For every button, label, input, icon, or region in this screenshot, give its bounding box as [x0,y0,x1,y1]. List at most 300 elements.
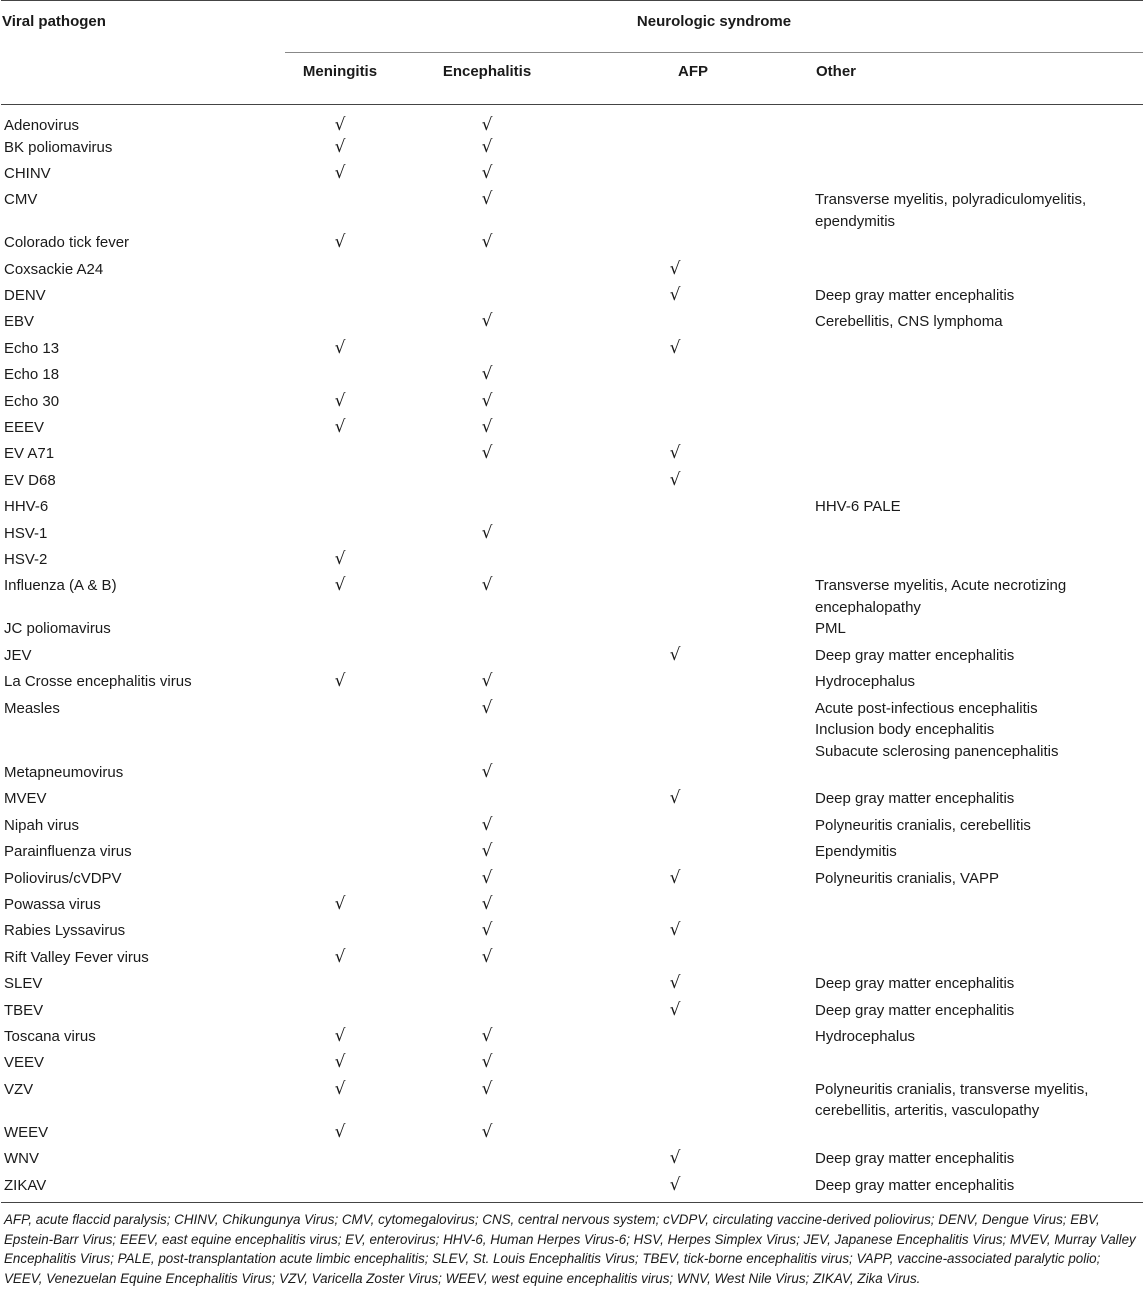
pathogen-cell: JEV [4,646,32,664]
other-cell [815,549,1143,575]
pathogen-cell: Parainfluenza virus [4,843,132,861]
check-mark-icon: √ [481,575,493,596]
check-mark-icon: √ [481,1052,493,1073]
check-enc-cell [395,338,579,364]
table-row [1,285,1143,311]
table-row [1,841,1143,867]
check-men-cell [285,868,395,894]
table-row [1,137,1143,163]
table-row [1,496,1143,522]
check-mark-icon: √ [481,762,493,783]
check-men-cell [285,443,395,469]
other-cell [815,575,1143,618]
pathogen-cell: Nipah virus [4,816,80,834]
check-men-cell [285,973,395,999]
other-cell [815,232,1143,258]
check-men-cell [285,841,395,867]
check-enc-cell [395,973,579,999]
header-viral-pathogen: Viral pathogen [1,1,285,53]
check-afp-cell [579,841,815,867]
check-men-cell [285,1026,395,1052]
check-mark-icon: √ [481,671,493,692]
pathogen-cell: SLEV [4,975,43,993]
other-line: Hydrocephalus [815,1027,916,1045]
check-men-cell [285,311,395,337]
other-line: Deep gray matter encephalitis [815,1150,1015,1168]
check-afp-cell [579,1175,815,1203]
header-encephalitis: Encephalitis [395,53,579,105]
check-men-cell [285,1000,395,1026]
check-mark-icon: √ [481,162,493,183]
other-cell [815,417,1143,443]
pathogen-cell: EV A71 [4,445,55,463]
check-mark-icon: √ [334,1078,346,1099]
table-row [1,105,1143,137]
check-mark-icon: √ [669,920,681,941]
other-line: Ependymitis [815,843,897,861]
pathogen-cell: MVEV [4,790,47,808]
table-row [1,815,1143,841]
table-row [1,364,1143,390]
table-row [1,338,1143,364]
check-men-cell [285,671,395,697]
table-row [1,920,1143,946]
pathogen-cell: Rabies Lyssavirus [4,922,126,940]
check-mark-icon: √ [334,1121,346,1142]
other-cell [815,618,1143,644]
check-afp-cell [579,645,815,671]
check-mark-icon: √ [481,443,493,464]
other-line: Hydrocephalus [815,673,916,691]
check-mark-icon: √ [481,189,493,210]
other-line: cerebellitis, arteritis, vasculopathy [815,1102,1040,1120]
other-line: Deep gray matter encephalitis [815,287,1015,305]
check-mark-icon: √ [481,232,493,253]
check-afp-cell [579,762,815,788]
other-cell [815,671,1143,697]
other-cell [815,338,1143,364]
check-enc-cell [395,1079,579,1122]
other-line: Transverse myelitis, polyradiculomyelitis, [815,191,1087,209]
check-afp-cell [579,788,815,814]
pathogen-cell: Echo 18 [4,366,60,384]
pathogen-cell: Colorado tick fever [4,234,130,252]
table-row [1,973,1143,999]
check-men-cell [285,137,395,163]
check-afp-cell [579,470,815,496]
table-row [1,762,1143,788]
other-cell [815,947,1143,973]
pathogen-cell: CMV [4,191,38,209]
check-enc-cell [395,189,579,232]
table-row [1,947,1143,973]
check-afp-cell [579,285,815,311]
table-row [1,259,1143,285]
check-men-cell [285,1052,395,1078]
check-men-cell [285,549,395,575]
other-line: Polyneuritis cranialis, transverse myelitis, [815,1080,1089,1098]
check-enc-cell [395,549,579,575]
viral-pathogen-table [1,0,1143,1203]
other-line: encephalopathy [815,598,921,616]
check-mark-icon: √ [334,162,346,183]
check-afp-cell [579,815,815,841]
table-row [1,671,1143,697]
check-afp-cell [579,1148,815,1174]
table-row [1,417,1143,443]
check-men-cell [285,232,395,258]
table-row [1,163,1143,189]
check-mark-icon: √ [669,337,681,358]
check-mark-icon: √ [669,867,681,888]
table-row [1,523,1143,549]
table-row [1,391,1143,417]
table-row [1,549,1143,575]
check-mark-icon: √ [334,575,346,596]
check-mark-icon: √ [481,1025,493,1046]
header-neurologic-syndrome: Neurologic syndrome [285,1,1143,53]
other-cell [815,311,1143,337]
check-mark-icon: √ [481,697,493,718]
check-enc-cell [395,1026,579,1052]
table-row [1,1122,1143,1148]
other-line: ependymitis [815,212,896,230]
check-afp-cell [579,947,815,973]
check-mark-icon: √ [481,115,493,135]
pathogen-cell: Poliovirus/cVDPV [4,869,122,887]
other-cell [815,868,1143,894]
check-mark-icon: √ [334,1025,346,1046]
other-cell [815,259,1143,285]
other-cell [815,443,1143,469]
check-enc-cell [395,232,579,258]
other-line: Deep gray matter encephalitis [815,1001,1015,1019]
check-enc-cell [395,391,579,417]
pathogen-cell: EEEV [4,419,45,437]
pathogen-cell: TBEV [4,1001,44,1019]
check-men-cell [285,189,395,232]
other-cell [815,920,1143,946]
check-men-cell [285,105,395,137]
check-enc-cell [395,868,579,894]
pathogen-cell: HHV-6 [4,498,49,516]
check-mark-icon: √ [481,893,493,914]
check-enc-cell [395,285,579,311]
check-afp-cell [579,549,815,575]
other-cell [815,762,1143,788]
check-men-cell [285,391,395,417]
check-men-cell [285,1079,395,1122]
check-mark-icon: √ [669,469,681,490]
check-men-cell [285,698,395,763]
pathogen-cell: Measles [4,699,60,717]
pathogen-cell: La Crosse encephalitis virus [4,673,192,691]
check-enc-cell [395,575,579,618]
other-line: PML [815,620,846,638]
check-men-cell [285,1148,395,1174]
check-afp-cell [579,137,815,163]
other-cell [815,645,1143,671]
pathogen-cell: ZIKAV [1,1175,285,1203]
pathogen-cell: Coxsackie A24 [4,260,104,278]
check-mark-icon: √ [334,390,346,411]
table-row [1,1026,1143,1052]
table-row [1,1079,1143,1122]
check-mark-icon: √ [481,1121,493,1142]
table-row [1,868,1143,894]
check-enc-cell [395,947,579,973]
check-men-cell [285,470,395,496]
check-afp-cell [579,618,815,644]
other-cell [815,788,1143,814]
check-enc-cell [395,105,579,137]
other-line: Deep gray matter encephalitis [815,790,1015,808]
check-mark-icon: √ [334,548,346,569]
pathogen-cell: JC poliomavirus [4,620,111,638]
check-afp-cell [579,496,815,522]
check-mark-icon: √ [481,1078,493,1099]
other-line: Transverse myelitis, Acute necrotizing [815,577,1067,595]
check-mark-icon: √ [481,364,493,385]
check-enc-cell [395,259,579,285]
table-row [1,1000,1143,1026]
pathogen-cell: EV D68 [4,471,56,489]
pathogen-cell: Metapneumovirus [4,764,124,782]
other-line: Deep gray matter encephalitis [815,975,1015,993]
check-enc-cell [395,645,579,671]
pathogen-cell: HSV-1 [4,524,48,542]
check-afp-cell [579,105,815,137]
check-enc-cell [395,1000,579,1026]
pathogen-cell: CHINV [4,164,51,182]
check-afp-cell [579,417,815,443]
check-afp-cell [579,232,815,258]
check-mark-icon: √ [334,671,346,692]
check-mark-icon: √ [669,1174,681,1195]
other-line: Deep gray matter encephalitis [815,646,1015,664]
check-enc-cell [395,1052,579,1078]
pathogen-cell: VZV [4,1080,34,1098]
check-afp-cell [579,391,815,417]
check-enc-cell [395,163,579,189]
check-afp-cell [579,1000,815,1026]
table-body [1,105,1143,1203]
table-footnote: AFP, acute flaccid paralysis; CHINV, Chikungunya Virus; CMV, cytomegalovirus; CNS, central nervous system; cVDPV, circulating vaccine-derived poliovirus; DENV, Dengue Virus; EBV, Epstein-Barr Virus; EEEV, east equine encephalitis virus; EV, enterovirus; HHV-6, Human Herpes Virus-6; HSV, Herpes Simplex Virus; JEV, Japanese Encephalitis Virus; MVEV, Murray Valley Encephalitis Virus; PALE, post-transplantation acute limbic encephalitis; SLEV, St. Louis Encephalitis Virus; TBEV, tick-borne encephalitis virus; VAPP, vaccine-associated paralytic polio; VEEV, Venezuelan Equine Encephalitis Virus; VZV, Varicella Zoster Virus; WEEV, west equine encephalitis virus; WNV, West Nile Virus; ZIKAV, Zika Virus. [4,1212,1136,1286]
pathogen-cell: Influenza (A & B) [4,577,117,595]
other-cell [815,1052,1143,1078]
check-men-cell [285,920,395,946]
other-cell [815,163,1143,189]
check-afp-cell [579,163,815,189]
check-men-cell [285,496,395,522]
pathogen-cell: BK poliomavirus [4,138,113,156]
check-mark-icon: √ [334,417,346,438]
other-cell [815,1122,1143,1148]
table-row [1,698,1143,763]
other-cell [815,1026,1143,1052]
pathogen-cell: EBV [4,313,35,331]
check-mark-icon: √ [334,232,346,253]
other-cell [815,894,1143,920]
check-mark-icon: √ [481,417,493,438]
check-men-cell [285,163,395,189]
table-row [1,575,1143,618]
table-row [1,788,1143,814]
check-mark-icon: √ [481,311,493,332]
check-mark-icon: √ [481,390,493,411]
pathogen-cell: WNV [4,1150,39,1168]
other-line: Deep gray matter encephalitis [815,1176,1015,1194]
check-afp-cell [579,868,815,894]
check-afp-cell [579,1122,815,1148]
check-afp-cell [579,698,815,763]
pathogen-cell: HSV-2 [4,550,48,568]
other-line: Inclusion body encephalitis [815,721,995,739]
check-enc-cell [395,698,579,763]
other-cell [815,105,1143,137]
table-row [1,470,1143,496]
other-line: Cerebellitis, CNS lymphoma [815,313,1003,331]
other-cell [815,1079,1143,1122]
check-men-cell [285,364,395,390]
check-mark-icon: √ [481,522,493,543]
check-enc-cell [395,894,579,920]
table-row [1,443,1143,469]
check-enc-cell [395,1175,579,1203]
other-line: HHV-6 PALE [815,498,901,516]
check-men-cell [285,788,395,814]
check-mark-icon: √ [481,867,493,888]
other-line: Subacute sclerosing panencephalitis [815,742,1059,760]
pathogen-cell: Rift Valley Fever virus [4,948,149,966]
check-men-cell [285,815,395,841]
check-enc-cell [395,815,579,841]
check-mark-icon: √ [669,285,681,306]
other-cell [815,1000,1143,1026]
table-row [1,894,1143,920]
other-line: Polyneuritis cranialis, cerebellitis [815,816,1031,834]
table-row [1,618,1143,644]
pathogen-cell: Echo 13 [4,339,60,357]
check-men-cell [285,285,395,311]
check-enc-cell [395,311,579,337]
check-afp-cell [579,443,815,469]
check-enc-cell [395,364,579,390]
check-men-cell [285,645,395,671]
check-afp-cell [579,894,815,920]
other-cell [815,391,1143,417]
check-enc-cell [395,523,579,549]
other-cell [815,285,1143,311]
check-enc-cell [395,443,579,469]
header-afp: AFP [579,53,815,105]
check-enc-cell [395,417,579,443]
header-spacer [1,53,285,105]
check-afp-cell [579,338,815,364]
check-enc-cell [395,618,579,644]
check-men-cell [285,338,395,364]
check-afp-cell [579,575,815,618]
check-mark-icon: √ [669,973,681,994]
pathogen-cell: Adenovirus [4,117,80,134]
check-afp-cell [579,1052,815,1078]
check-men-cell [285,1175,395,1203]
table-row [1,1148,1143,1174]
check-mark-icon: √ [334,337,346,358]
check-enc-cell [395,762,579,788]
check-mark-icon: √ [481,136,493,157]
check-enc-cell [395,920,579,946]
check-enc-cell [395,1148,579,1174]
check-afp-cell [579,671,815,697]
check-mark-icon: √ [334,115,346,135]
other-cell [815,973,1143,999]
check-afp-cell [579,973,815,999]
check-men-cell [285,417,395,443]
header-other: Other [815,53,1143,105]
check-enc-cell [395,470,579,496]
other-cell [815,470,1143,496]
other-cell [815,137,1143,163]
check-enc-cell [395,1122,579,1148]
check-mark-icon: √ [669,1148,681,1169]
check-men-cell [285,1122,395,1148]
other-line: Acute post-infectious encephalitis [815,699,1038,717]
pathogen-cell: WEEV [4,1123,49,1141]
table-row [1,1052,1143,1078]
table-row [1,311,1143,337]
other-cell [815,523,1143,549]
check-mark-icon: √ [669,644,681,665]
pathogen-cell: Powassa virus [4,895,101,913]
table-row [1,645,1143,671]
check-mark-icon: √ [334,136,346,157]
header-meningitis: Meningitis [285,53,395,105]
check-afp-cell [579,259,815,285]
table-row [1,189,1143,232]
check-men-cell [285,762,395,788]
table-row [1,232,1143,258]
other-cell [815,496,1143,522]
other-cell [815,1175,1143,1203]
check-afp-cell [579,920,815,946]
check-afp-cell [579,1079,815,1122]
pathogen-cell: Echo 30 [4,392,60,410]
check-mark-icon: √ [669,999,681,1020]
check-afp-cell [579,1026,815,1052]
pathogen-cell: VEEV [4,1054,45,1072]
check-men-cell [285,575,395,618]
check-enc-cell [395,788,579,814]
check-mark-icon: √ [669,443,681,464]
check-afp-cell [579,364,815,390]
check-enc-cell [395,671,579,697]
other-cell [815,189,1143,232]
check-mark-icon: √ [481,841,493,862]
other-cell [815,364,1143,390]
table-row [1,1175,1143,1203]
check-mark-icon: √ [669,788,681,809]
check-men-cell [285,259,395,285]
check-men-cell [285,618,395,644]
other-cell [815,1148,1143,1174]
check-mark-icon: √ [669,258,681,279]
check-mark-icon: √ [481,920,493,941]
check-enc-cell [395,841,579,867]
check-men-cell [285,894,395,920]
check-mark-icon: √ [481,814,493,835]
check-mark-icon: √ [334,893,346,914]
